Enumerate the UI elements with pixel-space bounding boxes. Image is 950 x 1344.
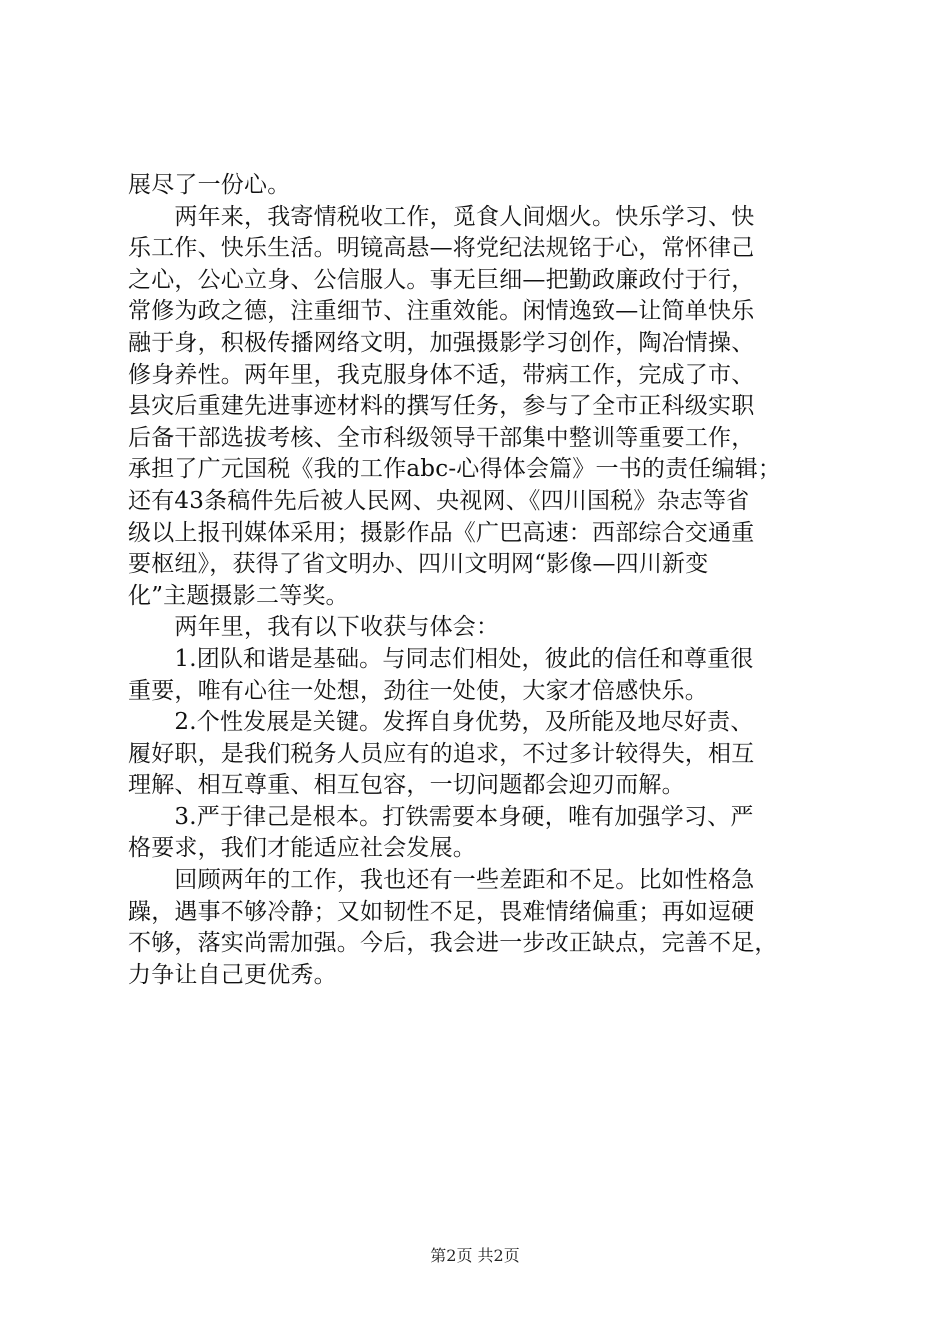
text-line: 修身养性。两年里，我克服身体不适，带病工作，完成了市、 — [128, 361, 755, 388]
text-line: 常修为政之德，注重细节、注重效能。闲情逸致—让简单快乐 — [128, 298, 755, 325]
text-line: 1.团队和谐是基础。与同志们相处，彼此的信任和尊重很 — [128, 645, 754, 672]
text-line: 级以上报刊媒体采用；摄影作品《广巴高速：西部综合交通重 — [128, 519, 755, 546]
text-line: 之心，公心立身、公信服人。事无巨细—把勤政廉政付于行， — [128, 266, 755, 293]
text-line: 不够，落实尚需加强。今后，我会进一步改正缺点，完善不足， — [128, 930, 778, 957]
text-line: 两年来，我寄情税收工作，觅食人间烟火。快乐学习、快 — [128, 203, 755, 230]
text-line: 两年里，我有以下收获与体会： — [128, 614, 500, 641]
text-line: 化”主题摄影二等奖。 — [128, 582, 349, 609]
text-line: 重要，唯有心往一处想，劲往一处使，大家才倍感快乐。 — [128, 677, 708, 704]
text-line: 回顾两年的工作，我也还有一些差距和不足。比如性格急 — [128, 867, 755, 894]
text-line: 县灾后重建先进事迹材料的撰写任务，参与了全市正科级实职 — [128, 393, 755, 420]
text-line: 2.个性发展是关键。发挥自身优势，及所能及地尽好责、 — [128, 709, 754, 736]
text-line: 乐工作、快乐生活。明镜高悬—将党纪法规铭于心，常怀律己 — [128, 235, 755, 262]
text-line: 融于身，积极传播网络文明，加强摄影学习创作，陶冶情操、 — [128, 329, 755, 356]
page-footer: 第2页 共2页 — [430, 1246, 520, 1265]
text-line: 展尽了一份心。 — [128, 172, 291, 198]
text-line: 履好职，是我们税务人员应有的追求，不过多计较得失，相互 — [128, 740, 755, 767]
document-body — [128, 170, 843, 991]
text-line: 还有43条稿件先后被人民网、央视网、《四川国税》杂志等省 — [128, 487, 750, 514]
text-line: 3.严于律己是根本。打铁需要本身硬，唯有加强学习、严 — [128, 803, 754, 830]
text-line: 理解、相互尊重、相互包容，一切问题都会迎刃而解。 — [128, 772, 685, 799]
text-line: 要枢纽》，获得了省文明办、四川文明网“影像—四川新变 — [128, 551, 709, 578]
text-line: 格要求，我们才能适应社会发展。 — [128, 835, 476, 862]
text-line: 躁，遇事不够冷静；又如韧性不足，畏难情绪偏重；再如逗硬 — [128, 898, 755, 925]
text-line: 后备干部选拔考核、全市科级领导干部集中整训等重要工作， — [128, 424, 755, 451]
text-line: 承担了广元国税《我的工作abc-心得体会篇》一书的责任编辑； — [128, 456, 782, 483]
text-line: 力争让自己更优秀。 — [128, 961, 337, 988]
